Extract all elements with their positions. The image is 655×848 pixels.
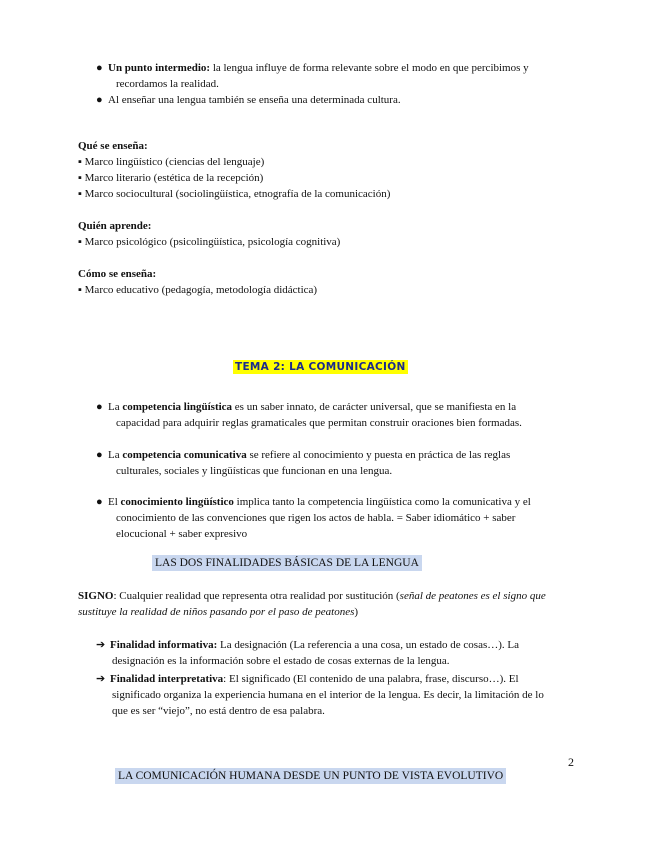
que-se-ensena-heading: Qué se enseña: (78, 140, 148, 152)
signo-paragraph: SIGNO: Cualquier realidad que representa otra realidad por sustitución (señal de peatones es el signo que (78, 590, 546, 602)
comunicacion-title-text: LA COMUNICACIÓN HUMANA DESDE UN PUNTO DE VISTA EVOLUTIVO (115, 768, 506, 784)
tema-title-text: TEMA 2: LA COMUNICACIÓN (235, 361, 406, 373)
list-item: ▪ Marco educativo (pedagogía, metodología didáctica) (78, 284, 318, 296)
page-number: 2 (568, 755, 574, 769)
bullet-icon: ● (96, 496, 103, 508)
finalidades-title-text: LAS DOS FINALIDADES BÁSICAS DE LA LENGUA (152, 555, 422, 571)
tema-title (233, 361, 408, 373)
arrow-right-icon: ➔ (96, 639, 106, 651)
quien-aprende-heading: Quién aprende: (78, 220, 152, 232)
intro-bullet-2 (96, 92, 401, 108)
competencia-bullet-3-line3: elocucional + saber expresivo (116, 528, 248, 540)
como-se-ensena-heading: Cómo se enseña: (78, 268, 157, 280)
list-item: ▪ Marco psicológico (psicolingüística, psicología cognitiva) (78, 236, 341, 248)
finalidad-informativa: ➔ Finalidad informativa: La designación (La referencia a una cosa, un estado de cosas…). La (96, 639, 520, 651)
comunicacion-title (115, 768, 506, 784)
competencia-bullet-3: ● El conocimiento lingüístico implica tanto la competencia lingüística como la comunicativa y el (96, 496, 531, 508)
competencia-bullet-1-line2: capacidad para adquirir reglas gramaticales que permitan construir oraciones bien formadas. (116, 417, 522, 429)
intro-bullet-1-line2: recordamos la realidad. (116, 78, 219, 90)
intro-bullet-1-text: la lengua influye de forma relevante sobre el modo en que percibimos y (210, 62, 529, 74)
finalidad-informativa-line2: designación es la información sobre el estado de cosas externas de la lengua. (112, 655, 450, 667)
finalidades-title (152, 555, 422, 571)
bullet-icon: ● (96, 449, 103, 461)
list-item: ▪ Marco lingüístico (ciencias del lenguaje) (78, 156, 265, 168)
finalidad-interpretativa: ➔ Finalidad interpretativa: El significado (El contenido de una palabra, frase, discurso…). El (96, 673, 519, 685)
competencia-bullet-2-line2: culturales, sociales y lingüísticas que funcionan en una lengua. (116, 465, 393, 477)
intro-bullet-1 (96, 60, 529, 76)
competencia-bullet-2: ● La competencia comunicativa se refiere al conocimiento y puesta en práctica de las reglas (96, 449, 511, 461)
bullet-icon: ● (96, 401, 103, 413)
list-item: ▪ Marco literario (estética de la recepción) (78, 172, 264, 184)
bullet-icon: ● (96, 62, 103, 74)
list-item: ▪ Marco sociocultural (sociolingüística, etnografía de la comunicación) (78, 188, 391, 200)
intro-bullet-1-bold: Un punto intermedio: (108, 62, 211, 74)
arrow-right-icon: ➔ (96, 673, 106, 685)
intro-bullet-2-text: Al enseñar una lengua también se enseña una determinada cultura. (108, 94, 401, 106)
competencia-bullet-1: ● La competencia lingüística es un saber innato, de carácter universal, que se manifiesta en la (96, 401, 517, 413)
finalidad-interpretativa-line2: significado organiza la experiencia humana en el interior de la lengua. Es decir, la limitación de lo (112, 689, 544, 701)
finalidad-interpretativa-line3: que es ser “viejo”, no está dentro de esa palabra. (112, 705, 325, 717)
bullet-icon: ● (96, 94, 103, 106)
competencia-bullet-3-line2: conocimiento de las convenciones que rigen los actos de habla. = Saber idiomático + saber (116, 512, 516, 524)
signo-paragraph-line2: sustituye la realidad de niños pasando por el paso de peatones) (78, 606, 359, 618)
